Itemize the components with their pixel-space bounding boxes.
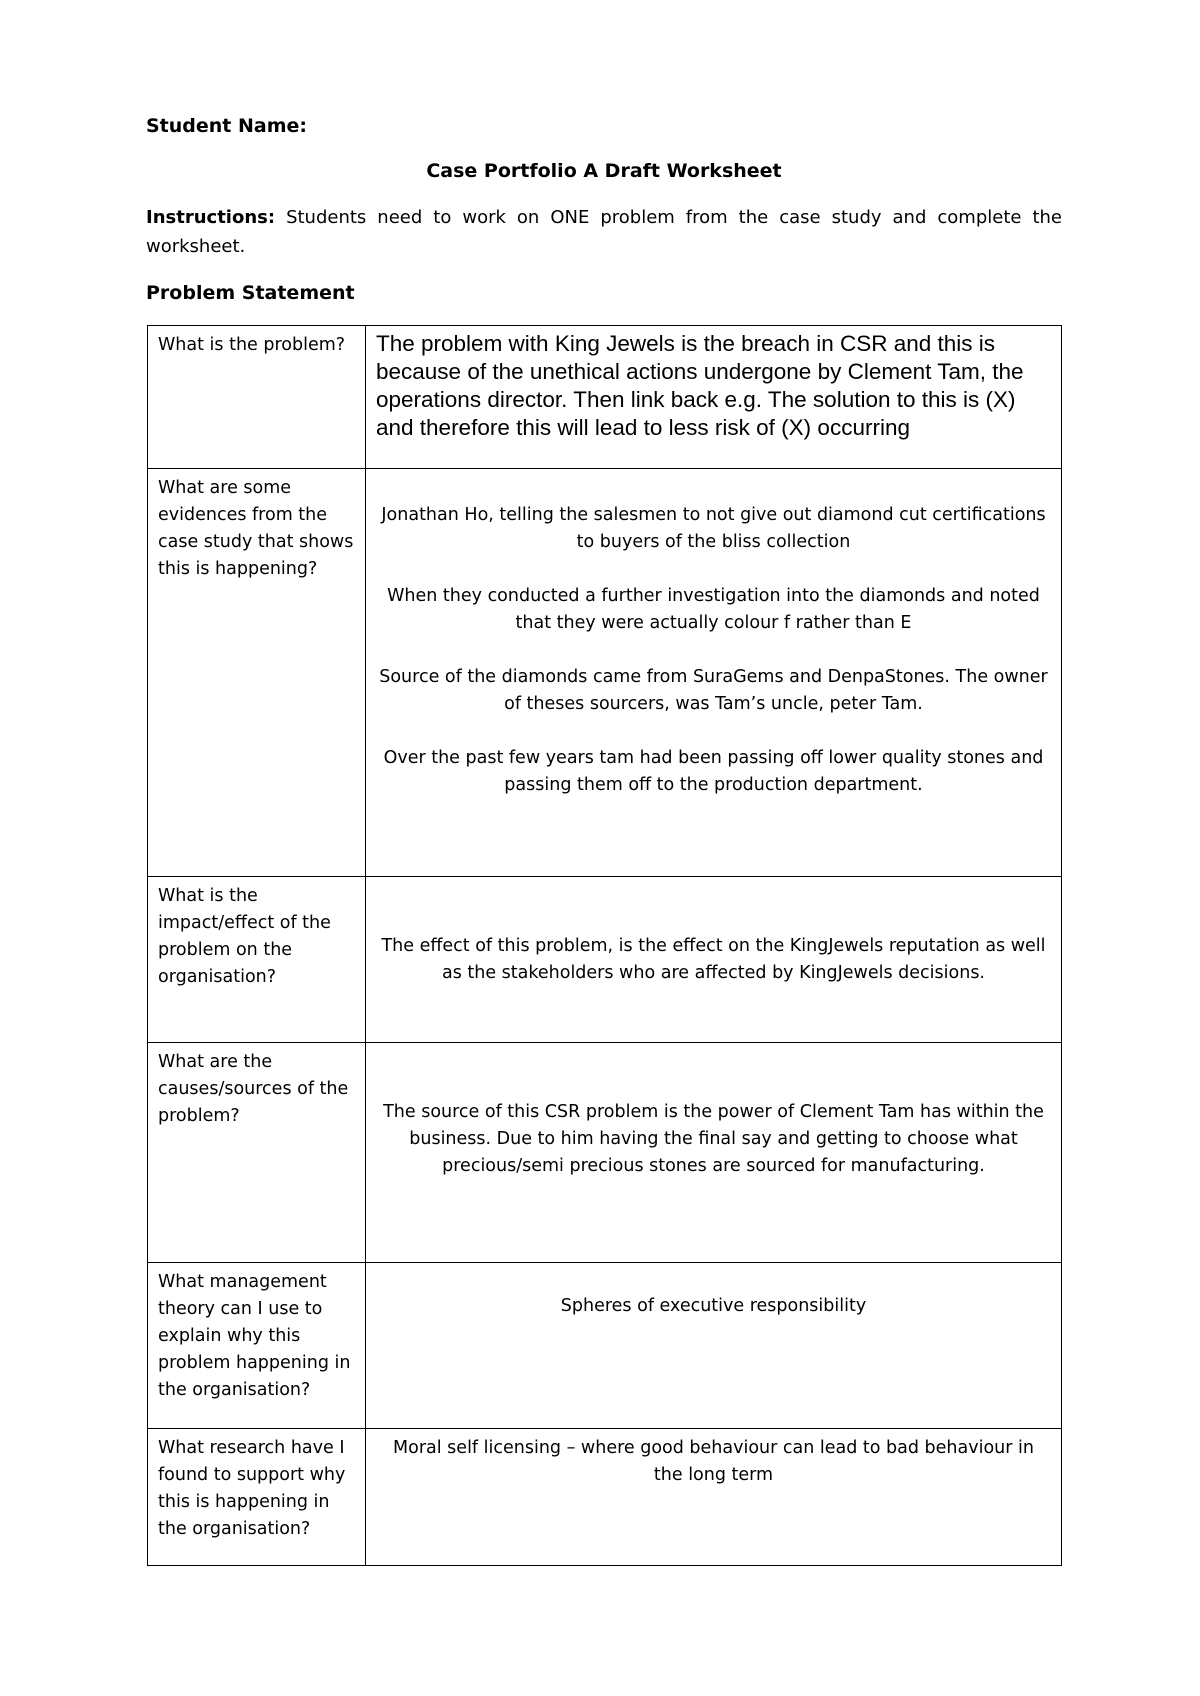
answer-text: Spheres of executive responsibility [560, 1296, 867, 1316]
answer-cell [366, 1043, 1062, 1263]
answer-cell: The problem with King Jewels is the breach in CSR and this is because of the unethical actions undergone by Clement Tam, the operations director. Then link back e.g. The solution to this is (X) and therefore this will lead to less risk of (X) occurring [366, 326, 1062, 469]
page-title: Case Portfolio A Draft Worksheet [426, 160, 782, 182]
answer-text: Moral self licensing – where good behaviour can lead to bad behaviour in the long term [393, 1438, 1034, 1485]
question-cell: What research have I found to support why this is happening in the organisation? [148, 1429, 366, 1566]
table-row [148, 1043, 1062, 1263]
section-title: Problem Statement [146, 282, 355, 304]
table-row [148, 1429, 1062, 1566]
table-row [148, 326, 1062, 469]
problem-statement-table [147, 325, 1062, 1566]
question-cell: What are the causes/sources of the problem? [148, 1043, 366, 1263]
answer-text: The effect of this problem, is the effect on the KingJewels reputation as well as the stakeholders who are affected by KingJewels decisions. [381, 936, 1046, 983]
evidence-item: Source of the diamonds came from SuraGems and DenpaStones. The owner of theses sourcers, was Tam’s uncle, peter Tam. [379, 667, 1048, 714]
question-cell: What management theory can I use to explain why this problem happening in the organisation? [148, 1263, 366, 1429]
instructions-label: Instructions: [146, 207, 276, 228]
table-row [148, 1263, 1062, 1429]
question-cell: What is the problem? [148, 326, 366, 469]
answer-cell [366, 469, 1062, 877]
student-name-label: Student Name: [146, 115, 308, 137]
answer-cell [366, 877, 1062, 1043]
evidence-item: Over the past few years tam had been passing off lower quality stones and passing them off to the production department. [383, 748, 1044, 795]
question-cell: What are some evidences from the case study that shows this is happening? [148, 469, 366, 877]
instructions [146, 203, 1062, 261]
answer-cell [366, 1429, 1062, 1566]
answer-cell [366, 1263, 1062, 1429]
evidence-item: Jonathan Ho, telling the salesmen to not give out diamond cut certifications to buyers of the bliss collection [381, 505, 1046, 552]
table-row [148, 469, 1062, 877]
question-cell: What is the impact/effect of the problem on the organisation? [148, 877, 366, 1043]
table-row [148, 877, 1062, 1043]
evidence-item: When they conducted a further investigation into the diamonds and noted that they were actually colour f rather than E [387, 586, 1040, 633]
instructions-text: Students need to work on ONE problem from the case study and complete the worksheet. [146, 207, 1062, 257]
answer-text: The source of this CSR problem is the power of Clement Tam has within the business. Due to him having the final say and getting to choose what precious/semi precious stones are sourced for manufacturing. [383, 1102, 1044, 1176]
